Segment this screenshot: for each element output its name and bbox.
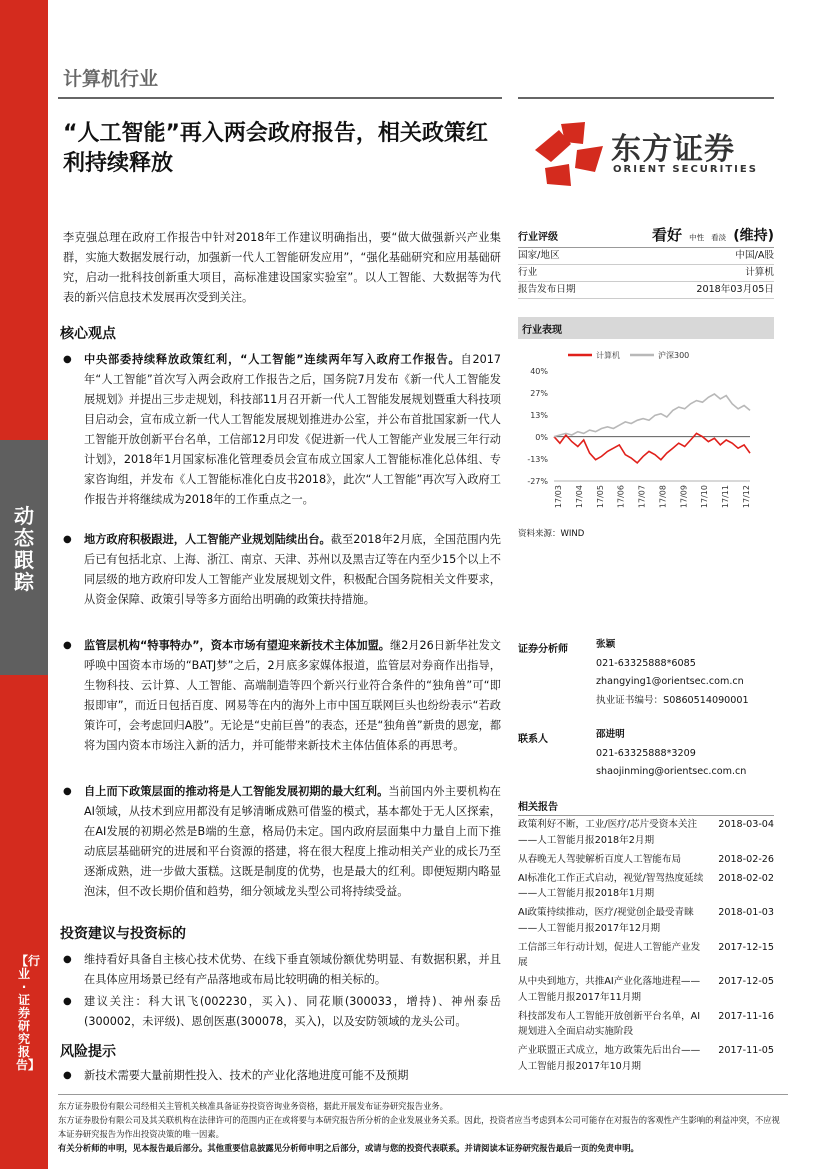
core-point-4-lead: 自上而下政策层面的推动将是人工智能发展初期的最大红利。 [84, 785, 389, 798]
analyst-info [596, 636, 749, 710]
legend-label-1: 计算机 [596, 351, 620, 360]
industry-performance-chart [518, 341, 774, 521]
core-point-3 [63, 636, 501, 756]
analyst-phone: 021-63325888*6085 [596, 657, 696, 669]
related-report-date: 2018-01-03 [718, 907, 774, 918]
core-point-1-text: 自2017年“人工智能”首次写入两会政府工作报告之后，国务院7月发布《新一代人工智能发展规划》并提出三步走规划，科技部11月召开新一代人工智能发展规划暨重大科技项目启动会，宣布成立新一代人工智能发展规划推进办公室，并公布首批国家新一代人工智能开放创新平台名单，工信部12月印发《促进新一代人工智能产业发展三年行动计划》，2018年1月国家标准化管理委员会宣布成立国家人工智能标准化总体组、专家咨询组，并发布《人工智能标准化白皮书2018》，此次“人工智能”再次写入政府工作报告并将继续成为2018年的工作重点之一。 [84, 353, 501, 506]
contact-info [596, 726, 746, 782]
y-tick-label: 40% [530, 367, 548, 376]
x-tick-label: 17/03 [554, 485, 563, 509]
related-report-title: 产业联盟正式成立，地方政策先后出台——人工智能月报2017年10月期 [518, 1045, 701, 1072]
related-report-item[interactable] [518, 905, 774, 936]
y-tick-label: 27% [530, 389, 548, 398]
report-category-label: 【行业·证券研究报告】 [16, 954, 41, 1072]
related-report-date: 2018-02-26 [718, 853, 774, 865]
footer-line-2: 东方证券股份有限公司及其关联机构在法律许可的范围内正在或将要与本研究报告所分析的企业发展业务关系。因此，投资者应当考虑到本公司可能存在对报告的客观性产生影响的利益冲突，不应视本证券研究报告为作出投资决策的唯一因素。 [58, 1115, 780, 1139]
chart-source: 资料来源：WIND [518, 529, 585, 539]
contact-role: 联系人 [518, 734, 548, 745]
y-tick-label: 0% [535, 433, 548, 442]
series-line-2 [554, 394, 750, 437]
related-report-item[interactable] [518, 974, 774, 1005]
footer-disclaimer [58, 1099, 788, 1155]
logo-mark-icon [531, 120, 609, 190]
risk-heading: 风险提示 [60, 1044, 116, 1060]
related-report-title: 工信部三年行动计划，促进人工智能产业发展 [518, 941, 701, 968]
invest-point-1 [63, 950, 501, 990]
rating-row-value: 2018年03月05日 [696, 284, 774, 295]
analyst-license: 执业证书编号：S0860514090001 [596, 694, 749, 706]
rating-row-key: 报告发布日期 [518, 284, 576, 295]
x-tick-label: 17/10 [700, 485, 710, 509]
rating-row-key: 国家/地区 [518, 250, 560, 261]
y-tick-label: -27% [527, 477, 548, 486]
contact-name: 邵进明 [596, 729, 625, 740]
rating-row-key: 行业 [518, 267, 538, 278]
rating-row-value: 中国/A股 [735, 250, 774, 261]
related-report-date: 2017-11-16 [718, 1010, 774, 1022]
related-report-date: 2017-12-05 [718, 976, 774, 987]
related-report-date: 2017-12-15 [718, 941, 774, 953]
related-report-item[interactable] [518, 940, 774, 971]
risk-point-1 [63, 1066, 501, 1086]
rating-label: 行业评级 [518, 232, 558, 243]
header-divider [58, 97, 502, 99]
bullet-icon: ● [63, 954, 72, 965]
related-reports-list [518, 817, 774, 1078]
company-logo [531, 120, 781, 190]
rating-keep: (维持) [733, 228, 774, 244]
related-report-title: AI标准化工作正式启动，视觉/智驾热度延续——人工智能月报2018年1月期 [518, 872, 704, 899]
chart-box-title: 行业表现 [522, 325, 562, 336]
core-point-1-lead: 中央部委持续释放政策红利，“人工智能”连续两年写入政府工作报告。 [84, 353, 461, 366]
x-tick-label: 17/07 [637, 485, 647, 509]
rating-value: 看好 [652, 226, 683, 244]
related-report-date: 2018-02-02 [718, 872, 774, 884]
invest-point-2 [63, 992, 501, 1032]
y-tick-label: -13% [527, 455, 548, 464]
related-report-title: 科技部发布人工智能开放创新平台名单，AI规划进入全面启动实施阶段 [518, 1010, 701, 1037]
bullet-icon: ● [63, 1070, 72, 1081]
logo-text-en: ORIENT SECURITIES [613, 164, 758, 175]
footer-line-1: 东方证券股份有限公司经相关主管机关核准具备证券投资咨询业务资格，据此开展发布证券研究报告业务。 [58, 1101, 448, 1111]
core-point-3-text: 继2月26日新华社发文呼唤中国资本市场的“BATJ梦”之后，2月底多家媒体报道，监管层对券商作出指导，生物科技、云计算、人工智能、高端制造等四个新兴行业符合条件的“独角兽”可“即报即审”，而近日包括百度、网易等在内的海外上市中国互联网巨头也纷纷表示“若政策许可，会考虑回归A股”。无论是“史前巨兽”的表态，还是“独角兽”新贵的恩宠，都将为国内资本市场注入新的活力，并可能带来新技术主体估值体系的再思考。 [84, 639, 502, 752]
related-report-title: 从中央到地方，共推AI产业化落地进程——人工智能月报2017年11月期 [518, 976, 701, 1003]
bullet-icon: ● [63, 786, 72, 797]
related-report-date: 2017-11-05 [718, 1045, 774, 1056]
analyst-name: 张颖 [596, 639, 616, 650]
legend-label-2: 沪深300 [658, 351, 690, 360]
invest-point-1-text: 维持看好具备自主核心技术优势、在线下垂直领域份额优势明显、有数据积累，并且在具体应用场景已经有产品落地或布局比较明确的相关标的。 [84, 953, 501, 986]
core-point-4-text: 当前国内外主要机构在AI领域，从技术到应用都没有足够清晰成熟可借鉴的模式，基本都处于无人区探索，在AI发展的初期必然是B端的生意，格局仍未定。国内政府层面集中力量自上而下推动底层基础研究的进展和平台资源的搭建，将在很大程度上推动相关产业的成长乃至逐渐成熟，进一步做大蛋糕。这既是制度的优势，也是最大的红利。即便短期内略显泡沫，但不改长期价值和趋势，细分领域龙头型公司将持续受益。 [84, 785, 501, 898]
x-tick-label: 17/09 [679, 485, 689, 509]
analyst-email[interactable]: zhangying1@orientsec.com.cn [596, 676, 744, 687]
industry-heading: 计算机行业 [63, 68, 159, 90]
report-type-label: 动态跟踪 [14, 504, 34, 594]
report-title: “人工智能”再入两会政府报告，相关政策红利持续释放 [63, 121, 488, 176]
bullet-icon: ● [63, 640, 72, 651]
related-report-title: AI政策持续推动，医疗/视觉创企最受青睐——人工智能月报2017年12月期 [518, 907, 694, 934]
related-report-date: 2018-03-04 [718, 819, 774, 830]
y-tick-label: 13% [530, 411, 548, 420]
core-point-4 [63, 782, 501, 902]
bullet-icon: ● [63, 354, 72, 365]
related-report-item[interactable] [518, 1043, 774, 1074]
invest-point-2-text: 建议关注：科大讯飞(002230，买入)、同花顺(300033，增持)、神州泰岳(300002，未评级)、恩创医惠(300078，买入)，以及安防领域的龙头公司。 [84, 995, 501, 1028]
footer-line-3: 有关分析师的申明，见本报告最后部分。其他重要信息披露见分析师申明之后部分，或请与您的投资代表联系。并请阅读本证券研究报告最后一页的免责申明。 [58, 1143, 639, 1153]
analyst-role: 证券分析师 [518, 644, 568, 655]
header-divider-right [518, 97, 774, 99]
series-line-1 [554, 433, 750, 463]
intro-paragraph: 李克强总理在政府工作报告中针对2018年工作建议明确指出，要“做大做强新兴产业集群，实施大数据发展行动，加强新一代人工智能研发应用”，“强化基础研究和应用基础研究，启动一批科技创新重大项目，高标准建设国家实验室”。以人工智能、大数据等为代表的新兴信息技术发展再次受到关注。 [63, 231, 501, 304]
rating-row-value: 计算机 [745, 267, 774, 278]
rating-row-date [518, 282, 774, 299]
chart-box-header [518, 317, 774, 339]
rating-option-neutral: 中性 [689, 233, 705, 242]
x-tick-label: 17/04 [574, 485, 584, 509]
logo-text-cn: 东方证券 [611, 132, 735, 167]
related-report-item[interactable] [518, 871, 774, 902]
rating-row-region [518, 248, 774, 265]
core-point-2 [63, 530, 501, 610]
related-report-title: 从春晚无人驾驶解析百度人工智能布局 [518, 853, 682, 865]
rating-table [518, 224, 774, 299]
contact-phone: 021-63325888*3209 [596, 747, 696, 759]
related-report-item[interactable] [518, 1009, 774, 1040]
core-view-heading: 核心观点 [60, 326, 116, 342]
x-tick-label: 17/11 [721, 485, 731, 509]
contact-email[interactable]: shaojinming@orientsec.com.cn [596, 766, 747, 777]
related-report-title: 政策利好不断，工业/医疗/芯片受资本关注——人工智能月报2018年2月期 [518, 819, 698, 846]
rating-option-negative: 看淡 [711, 233, 727, 242]
risk-point-1-text: 新技术需要大量前期性投入、技术的产业化落地进度可能不及预期 [84, 1069, 409, 1082]
related-report-item[interactable] [518, 817, 774, 848]
core-point-1 [63, 350, 501, 510]
core-point-2-lead: 地方政府积极跟进，人工智能产业规划陆续出台。 [84, 533, 331, 546]
x-tick-label: 17/06 [616, 485, 626, 509]
core-point-2-text: 截至2018年2月底，全国范围内先后已有包括北京、上海、浙江、南京、天津、苏州以及黑吉辽等在内至少15个以上不同层级的地方政府印发人工智能产业发展规划文件，积极配合国务院相关文件要求，从资金保障、政策引导等多方面给出明确的政策扶持措施。 [84, 533, 501, 606]
footer-divider [58, 1094, 788, 1095]
bullet-icon: ● [63, 996, 72, 1007]
core-point-3-lead: 监管层机构“特事特办”，资本市场有望迎来新技术主体加盟。 [84, 639, 390, 652]
invest-heading: 投资建议与投资标的 [60, 926, 186, 942]
related-reports-heading: 相关报告 [518, 798, 774, 816]
bullet-icon: ● [63, 534, 72, 545]
rating-row-industry [518, 265, 774, 282]
related-report-item[interactable] [518, 852, 774, 868]
x-tick-label: 17/08 [658, 485, 668, 509]
x-tick-label: 17/12 [742, 485, 751, 509]
x-tick-label: 17/05 [595, 485, 605, 509]
